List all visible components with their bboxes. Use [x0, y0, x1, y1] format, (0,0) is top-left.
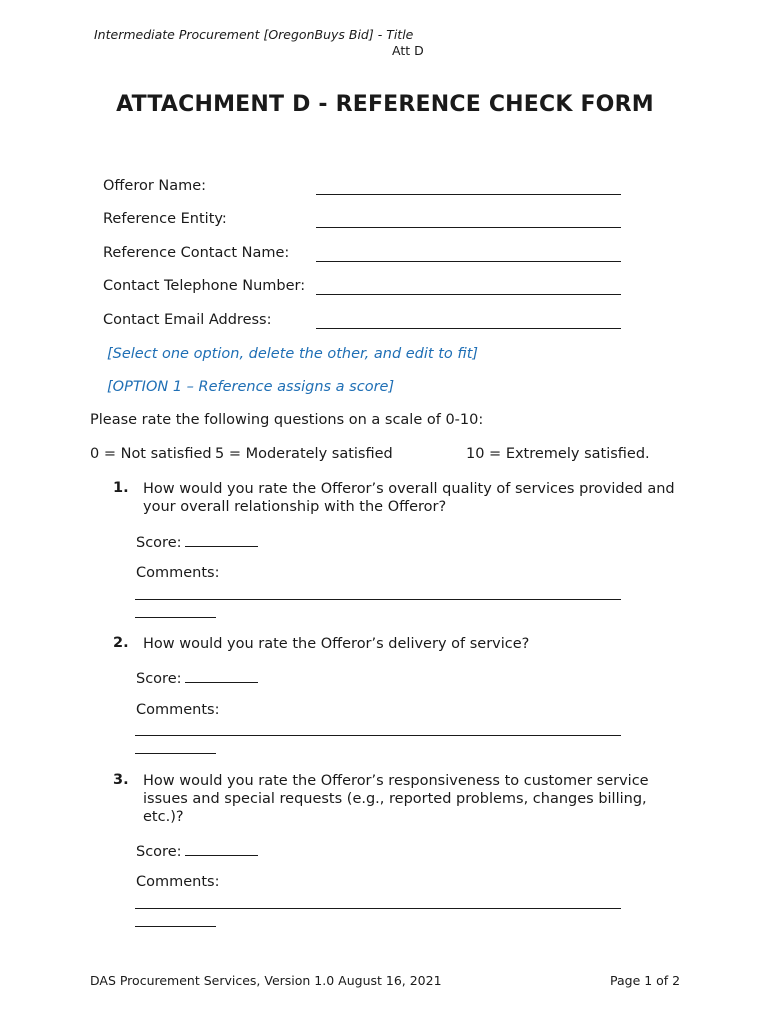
- question-3-comments-field[interactable]: [135, 908, 621, 909]
- reference-entity-label: Reference Entity:: [103, 211, 227, 227]
- question-1-comments-field-continued[interactable]: [135, 617, 216, 618]
- page-title: ATTACHMENT D - REFERENCE CHECK FORM: [116, 92, 654, 117]
- reference-contact-name-label: Reference Contact Name:: [103, 245, 290, 261]
- question-2-score: [136, 668, 258, 687]
- footer-version: DAS Procurement Services, Version 1.0 August 16, 2021: [90, 973, 442, 988]
- score-label: Score:: [136, 671, 182, 687]
- scale-high: 10 = Extremely satisfied.: [466, 446, 650, 462]
- question-2-number: 2.: [113, 635, 129, 651]
- scale-intro: Please rate the following questions on a scale of 0-10:: [90, 412, 484, 428]
- contact-telephone-label: Contact Telephone Number:: [103, 278, 306, 294]
- option-1-heading: [OPTION 1 – Reference assigns a score]: [107, 379, 395, 395]
- scale-mid: 5 = Moderately satisfied: [215, 446, 393, 462]
- question-2-comments-label: Comments:: [136, 702, 220, 718]
- contact-email-label: Contact Email Address:: [103, 312, 272, 328]
- question-3-number: 3.: [113, 772, 129, 788]
- question-1-number: 1.: [113, 480, 129, 496]
- question-3-comments-label: Comments:: [136, 874, 220, 890]
- offeror-name-field[interactable]: [316, 194, 621, 195]
- question-3-comments-field-continued[interactable]: [135, 926, 216, 927]
- reference-entity-field[interactable]: [316, 227, 621, 228]
- offeror-name-label: Offeror Name:: [103, 178, 207, 194]
- question-3-score: [136, 841, 258, 860]
- question-3-score-field[interactable]: [185, 841, 258, 856]
- question-1-comments-label: Comments:: [136, 565, 220, 581]
- score-label: Score:: [136, 535, 182, 551]
- scale-low: 0 = Not satisfied: [90, 446, 212, 462]
- footer-page-number: Page 1 of 2: [610, 973, 681, 988]
- score-label: Score:: [136, 844, 182, 860]
- question-1-score: [136, 532, 258, 551]
- select-option-instruction: [Select one option, delete the other, and edit to fit]: [107, 346, 479, 362]
- contact-telephone-field[interactable]: [316, 294, 621, 295]
- document-title-header: Intermediate Procurement [OregonBuys Bid] - Title: [94, 27, 414, 42]
- question-2-text: How would you rate the Offeror’s delivery of service?: [143, 636, 530, 652]
- question-1-score-field[interactable]: [185, 532, 258, 547]
- attachment-tag: Att D: [392, 43, 424, 58]
- contact-email-field[interactable]: [316, 328, 621, 329]
- question-2-comments-field-continued[interactable]: [135, 753, 216, 754]
- reference-contact-name-field[interactable]: [316, 261, 621, 262]
- question-2-comments-field[interactable]: [135, 735, 621, 736]
- question-1-comments-field[interactable]: [135, 599, 621, 600]
- question-1-text: How would you rate the Offeror’s overall quality of services provided and your overall relationship with the Offeror?: [143, 481, 675, 515]
- question-3-text: How would you rate the Offeror’s responsiveness to customer service issues and special requests (e.g., reported problems, changes billing, etc.)?: [143, 773, 649, 825]
- question-2-score-field[interactable]: [185, 668, 258, 683]
